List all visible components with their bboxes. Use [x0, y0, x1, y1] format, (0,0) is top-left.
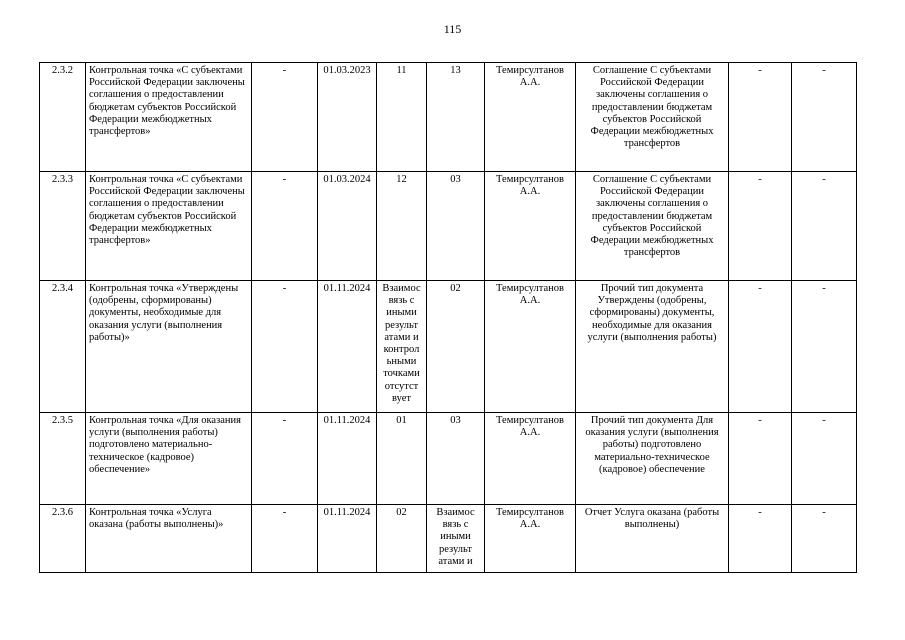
column-3-cell: -	[252, 413, 318, 505]
date-cell: 01.11.2024	[318, 413, 377, 505]
column-10-cell: -	[792, 505, 857, 573]
column-9-cell: -	[729, 172, 792, 281]
table-row	[40, 505, 857, 573]
column-9-cell: -	[729, 63, 792, 172]
column-6-cell: Взаимос вязь с иными результ атами и	[427, 505, 485, 573]
column-5-cell: 11	[377, 63, 427, 172]
column-5-cell: 02	[377, 505, 427, 573]
document-cell: Прочий тип документа Для оказания услуги (выполнения работы) подготовлено материально-техническое (кадровое) обеспечение	[576, 413, 729, 505]
document-cell: Соглашение С субъектами Российской Федерации заключены соглашения о предоставлении бюджетам субъектов Российской Федерации межбюджетных трансфертов	[576, 172, 729, 281]
column-10-cell: -	[792, 413, 857, 505]
responsible-cell: Темирсултанов А.А.	[485, 505, 576, 573]
responsible-cell: Темирсултанов А.А.	[485, 413, 576, 505]
control-points-table	[39, 62, 857, 573]
document-cell: Прочий тип документа Утверждены (одобрены, сформированы) документы, необходимые для оказания услуги (выполнения работы)	[576, 281, 729, 413]
table-row	[40, 63, 857, 172]
column-6-cell: 02	[427, 281, 485, 413]
column-9-cell: -	[729, 505, 792, 573]
column-10-cell: -	[792, 172, 857, 281]
date-cell: 01.11.2024	[318, 505, 377, 573]
row-number-cell: 2.3.4	[40, 281, 86, 413]
row-number-cell: 2.3.6	[40, 505, 86, 573]
responsible-cell: Темирсултанов А.А.	[485, 281, 576, 413]
control-point-name-cell: Контрольная точка «С субъектами Российской Федерации заключены соглашения о предоставлении бюджетам субъектов Российской Федерации межбюджетных трансфертов»	[86, 172, 252, 281]
column-6-cell: 03	[427, 172, 485, 281]
table-row	[40, 172, 857, 281]
document-cell: Соглашение С субъектами Российской Федерации заключены соглашения о предоставлении бюджетам субъектов Российской Федерации межбюджетных трансфертов	[576, 63, 729, 172]
responsible-cell: Темирсултанов А.А.	[485, 172, 576, 281]
column-5-cell: Взаимос вязь с иными результ атами и контрол ьными точками отсутст вует	[377, 281, 427, 413]
responsible-cell: Темирсултанов А.А.	[485, 63, 576, 172]
column-3-cell: -	[252, 63, 318, 172]
row-number-cell: 2.3.5	[40, 413, 86, 505]
column-6-cell: 03	[427, 413, 485, 505]
control-point-name-cell: Контрольная точка «Утверждены (одобрены, сформированы) документы, необходимые для оказания услуги (выполнения работы)»	[86, 281, 252, 413]
date-cell: 01.03.2024	[318, 172, 377, 281]
control-point-name-cell: Контрольная точка «Услуга оказана (работы выполнены)»	[86, 505, 252, 573]
date-cell: 01.03.2023	[318, 63, 377, 172]
column-9-cell: -	[729, 413, 792, 505]
column-5-cell: 12	[377, 172, 427, 281]
table-row	[40, 413, 857, 505]
column-3-cell: -	[252, 281, 318, 413]
table-body	[40, 63, 857, 573]
document-cell: Отчет Услуга оказана (работы выполнены)	[576, 505, 729, 573]
column-5-cell: 01	[377, 413, 427, 505]
page-number: 115	[443, 22, 462, 36]
table-row	[40, 281, 857, 413]
control-point-name-cell: Контрольная точка «С субъектами Российской Федерации заключены соглашения о предоставлении бюджетам субъектов Российской Федерации межбюджетных трансфертов»	[86, 63, 252, 172]
column-6-cell: 13	[427, 63, 485, 172]
date-cell: 01.11.2024	[318, 281, 377, 413]
column-3-cell: -	[252, 505, 318, 573]
column-3-cell: -	[252, 172, 318, 281]
column-10-cell: -	[792, 281, 857, 413]
row-number-cell: 2.3.3	[40, 172, 86, 281]
column-10-cell: -	[792, 63, 857, 172]
column-9-cell: -	[729, 281, 792, 413]
row-number-cell: 2.3.2	[40, 63, 86, 172]
control-point-name-cell: Контрольная точка «Для оказания услуги (выполнения работы) подготовлено материально-техническое (кадровое) обеспечение»	[86, 413, 252, 505]
